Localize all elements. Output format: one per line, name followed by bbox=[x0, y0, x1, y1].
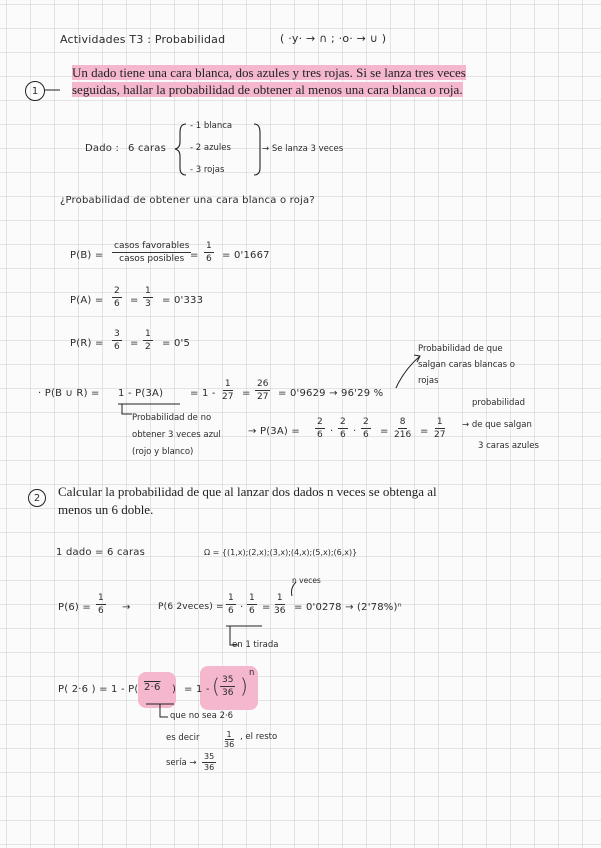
p62-label: P(6 2veces) = bbox=[158, 602, 224, 612]
note2-line2: → de que salgan bbox=[462, 420, 532, 430]
p62-dot: · bbox=[240, 602, 244, 613]
pa-num: 2 bbox=[114, 286, 120, 296]
pb-num: casos favorables bbox=[114, 241, 190, 251]
p3a-d3: 6 bbox=[363, 430, 369, 440]
note1-line1: Probabilidad de que bbox=[418, 344, 503, 354]
pb-result: = 0'1667 bbox=[222, 250, 270, 261]
note2-line3: 3 caras azules bbox=[478, 441, 539, 451]
p2-num: 35 bbox=[222, 675, 234, 685]
dado-line: 1 dado = 6 caras bbox=[56, 547, 146, 558]
p3a-label: → P(3A) = bbox=[248, 426, 300, 437]
pr-label: P(R) = bbox=[70, 338, 104, 349]
p6-den: 6 bbox=[98, 606, 104, 616]
p2-close: ) bbox=[172, 684, 177, 695]
p3a-d2: 6 bbox=[340, 430, 346, 440]
p3a-d1: 6 bbox=[317, 430, 323, 440]
note1-line2: salgan caras blancas o bbox=[418, 360, 515, 370]
n-veces-arrow bbox=[292, 582, 297, 596]
pa-label: P(A) = bbox=[70, 295, 104, 306]
p6-num: 1 bbox=[98, 593, 104, 603]
main-num1: 1 bbox=[224, 379, 231, 389]
p62-eq: = bbox=[262, 602, 271, 613]
omega-set: Ω = {(1,x);(2,x);(3,x);(4,x);(5,x);(6,x)} bbox=[204, 548, 358, 557]
p62-d2: 6 bbox=[249, 606, 255, 616]
main-eq2: = bbox=[242, 388, 251, 399]
main-den2: 27 bbox=[257, 392, 269, 402]
tirada-note: en 1 tirada bbox=[232, 640, 279, 650]
exercise-number-1: 1 bbox=[25, 81, 45, 101]
pr-result: = 0'5 bbox=[162, 338, 191, 349]
es-den: 36 bbox=[224, 740, 235, 749]
se-lanza-note: → Se lanza 3 veces bbox=[262, 144, 344, 154]
exercise-number-2: 2 bbox=[28, 489, 46, 507]
seria-den: 36 bbox=[204, 763, 215, 772]
p3a-n4: 8 bbox=[399, 417, 406, 427]
p3a-n3: 2 bbox=[363, 417, 369, 427]
p3a-eq2: = bbox=[420, 426, 429, 437]
p6-label: P(6) = bbox=[58, 602, 91, 613]
statement1-highlight: Un dado tiene una cara blanca, dos azules y tres rojas. Si se lanza tres veces bbox=[72, 65, 466, 80]
left-brace bbox=[175, 124, 186, 175]
sub-line2: obtener 3 veces azul bbox=[132, 430, 221, 440]
p2-eq: = 1 - bbox=[184, 684, 210, 695]
p3a-eq1: = bbox=[380, 426, 389, 437]
pr-num: 3 bbox=[114, 329, 120, 339]
pb-frac-den: 6 bbox=[206, 254, 212, 264]
pa-result: = 0'333 bbox=[162, 295, 204, 306]
que-no-note: que no sea 2·6 bbox=[170, 711, 234, 721]
note1-line3: rojas bbox=[418, 376, 439, 386]
pb-label: P(B) = bbox=[70, 250, 104, 261]
p3a-d4: 216 bbox=[394, 430, 412, 440]
sub-line1: Probabilidad de no bbox=[132, 413, 212, 423]
n-veces-note: n veces bbox=[292, 576, 321, 585]
main-expr: 1 - P(3A) bbox=[118, 388, 164, 399]
pr-num2: 1 bbox=[145, 329, 151, 339]
dado-label: Dado : bbox=[85, 143, 120, 154]
pb-frac-num: 1 bbox=[206, 241, 212, 251]
p62-d3: 36 bbox=[274, 606, 286, 616]
p3a-dot2: · bbox=[353, 426, 357, 437]
p2-negation: 2·6 bbox=[144, 682, 161, 693]
p62-result: = 0'0278 → (2'78%)ⁿ bbox=[294, 602, 402, 613]
hook-negation bbox=[160, 704, 168, 717]
right-bracket bbox=[254, 124, 260, 175]
p3a-dot1: · bbox=[330, 426, 334, 437]
pb-eq: = bbox=[190, 250, 199, 261]
main-label: · P(B ∪ R) = bbox=[38, 388, 100, 399]
p2-exponent: n bbox=[249, 668, 255, 678]
page-title: Actividades T3 : Probabilidad bbox=[60, 33, 226, 46]
p3a-d5: 27 bbox=[434, 430, 446, 440]
p2-paren-close: ) bbox=[240, 674, 249, 698]
sub-line3: (rojo y blanco) bbox=[132, 447, 194, 457]
p62-n3: 1 bbox=[276, 593, 283, 603]
main-num2: 26 bbox=[257, 379, 269, 389]
p62-n1: 1 bbox=[228, 593, 234, 603]
hook-expr bbox=[122, 404, 132, 414]
item-rojas: - 3 rojas bbox=[190, 165, 225, 175]
p2-paren-open: ( bbox=[212, 674, 221, 698]
statement2-highlight: seguidas, hallar la probabilidad de obtener al menos una cara blanca o roja. bbox=[72, 82, 463, 97]
pa-den2: 3 bbox=[145, 299, 151, 309]
note2-line1: probabilidad bbox=[472, 398, 525, 408]
item-blanca: - 1 blanca bbox=[190, 121, 233, 131]
pb-den: casos posibles bbox=[119, 254, 185, 264]
pa-num2: 1 bbox=[145, 286, 151, 296]
es-decir: es decir bbox=[166, 733, 200, 743]
p3a-n5: 1 bbox=[436, 417, 443, 427]
pa-eq: = bbox=[130, 295, 139, 306]
exercise2-statement-line2: menos un 6 doble. bbox=[58, 502, 154, 517]
seria-label: sería → bbox=[166, 758, 197, 768]
exercise2-statement-line1: Calcular la probabilidad de que al lanzar dos dados n veces se obtenga al bbox=[58, 484, 437, 499]
main-den1: 27 bbox=[222, 392, 234, 402]
p62-d1: 6 bbox=[228, 606, 234, 616]
main-eq1: = 1 - bbox=[190, 388, 216, 399]
p6-arrow: → bbox=[122, 602, 131, 613]
pr-den: 6 bbox=[114, 342, 120, 352]
pa-den: 6 bbox=[114, 299, 120, 309]
note1-pointer bbox=[396, 356, 420, 388]
es-num: 1 bbox=[226, 730, 232, 739]
el-resto: , el resto bbox=[240, 732, 278, 742]
pr-eq: = bbox=[130, 338, 139, 349]
caras-label: 6 caras bbox=[128, 143, 167, 154]
p62-n2: 1 bbox=[249, 593, 255, 603]
hook-tirada bbox=[230, 626, 238, 645]
seria-num: 35 bbox=[204, 752, 215, 761]
p3a-n1: 2 bbox=[317, 417, 323, 427]
item-azules: - 2 azules bbox=[190, 143, 231, 153]
p2-den: 36 bbox=[222, 688, 234, 698]
p2-label: P( 2·6 ) = 1 - P( bbox=[58, 684, 139, 695]
pr-den2: 2 bbox=[145, 342, 151, 352]
notation-symbols: ( ·y· → ∩ ; ·o· → ∪ ) bbox=[280, 32, 387, 45]
main-result: = 0'9629 → 96'29 % bbox=[278, 388, 384, 399]
question-text: ¿Probabilidad de obtener una cara blanca o roja? bbox=[60, 195, 315, 206]
p3a-n2: 2 bbox=[340, 417, 346, 427]
